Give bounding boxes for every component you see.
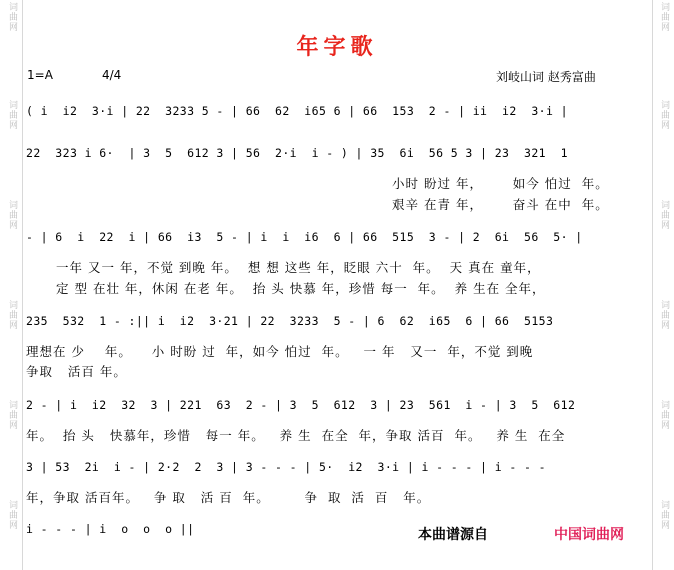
left-margin-line: [22, 0, 23, 570]
lyric-line: 小时 盼过 年， 如今 怕过 年。: [392, 176, 609, 191]
notation-line-3: - | 6 i 22 i | 66 i3 5 - | i i i6 6 | 66 515 3 - | 2 6i 56 5· |: [26, 230, 583, 244]
notation-line-6: 3 | 53 2i i - | 2·2 2 3 | 3 - - - | 5· i2 3·i | i - - - | i - - -: [26, 460, 546, 474]
watermark: 词曲网: [7, 400, 17, 430]
watermark: 词曲网: [7, 300, 17, 330]
lyric-line: 争取 活百 年。: [26, 364, 127, 379]
site-name[interactable]: 中国词曲网: [554, 527, 624, 543]
song-title: 年字歌: [296, 34, 378, 60]
watermark: 词曲网: [7, 500, 17, 530]
lyric-line: 一年 又一 年，不觉 到晚 年。 想 想 这些 年，眨眼 六十 年。 天 真在 童年，: [56, 260, 541, 275]
watermark: 词曲网: [659, 200, 669, 230]
watermark: 词曲网: [659, 500, 669, 530]
notation-line-1: ( i i2 3·i | 22 3233 5 - | 66 62 i65 6 | 66 153 2 - | ii i2 3·i |: [26, 104, 568, 118]
notation-line-2: 22 323 i 6· | 3 5 612 3 | 56 2·i i - ) | 35 6i 56 5 3 | 23 321 1: [26, 146, 568, 160]
lyric-line: 理想在 少 年。 小 时盼 过 年，如今 怕过 年。 一 年 又一 年，不觉 到晚: [26, 344, 534, 359]
right-margin-line: [652, 0, 653, 570]
watermark: 词曲网: [659, 100, 669, 130]
watermark: 词曲网: [659, 300, 669, 330]
watermark: 词曲网: [659, 400, 669, 430]
watermark: 词曲网: [7, 100, 17, 130]
lyric-line: 定 型 在壮 年，休闲 在老 年。 抬 头 快慕 年，珍惜 每一 年。 养 生在 全年，: [56, 281, 546, 296]
watermark: 词曲网: [659, 2, 669, 32]
lyric-line: 艰辛 在青 年， 奋斗 在中 年。: [392, 197, 609, 212]
key-signature: 1=A: [27, 68, 53, 82]
notation-line-5: 2 - | i i2 32 3 | 221 63 2 - | 3 5 612 3 | 23 561 i - | 3 5 612: [26, 398, 576, 412]
watermark: 词曲网: [7, 2, 17, 32]
lyric-line: 年。 抬 头 快慕年，珍惜 每一 年。 养 生 在全 年，争取 活百 年。 养 生 在全: [26, 428, 566, 443]
watermark: 词曲网: [7, 200, 17, 230]
credits: 刘岐山词 赵秀富曲: [496, 70, 596, 84]
source-label: 本曲谱源自: [418, 527, 488, 543]
lyric-line: 年，争取 活百年。 争 取 活 百 年。 争 取 活 百 年。: [26, 490, 431, 505]
time-signature: 4/4: [102, 68, 122, 82]
notation-line-7: i - - - | i o o o ||: [26, 522, 195, 536]
notation-line-4: 235 532 1 - :|| i i2 3·21 | 22 3233 5 - | 6 62 i65 6 | 66 5153: [26, 314, 554, 328]
